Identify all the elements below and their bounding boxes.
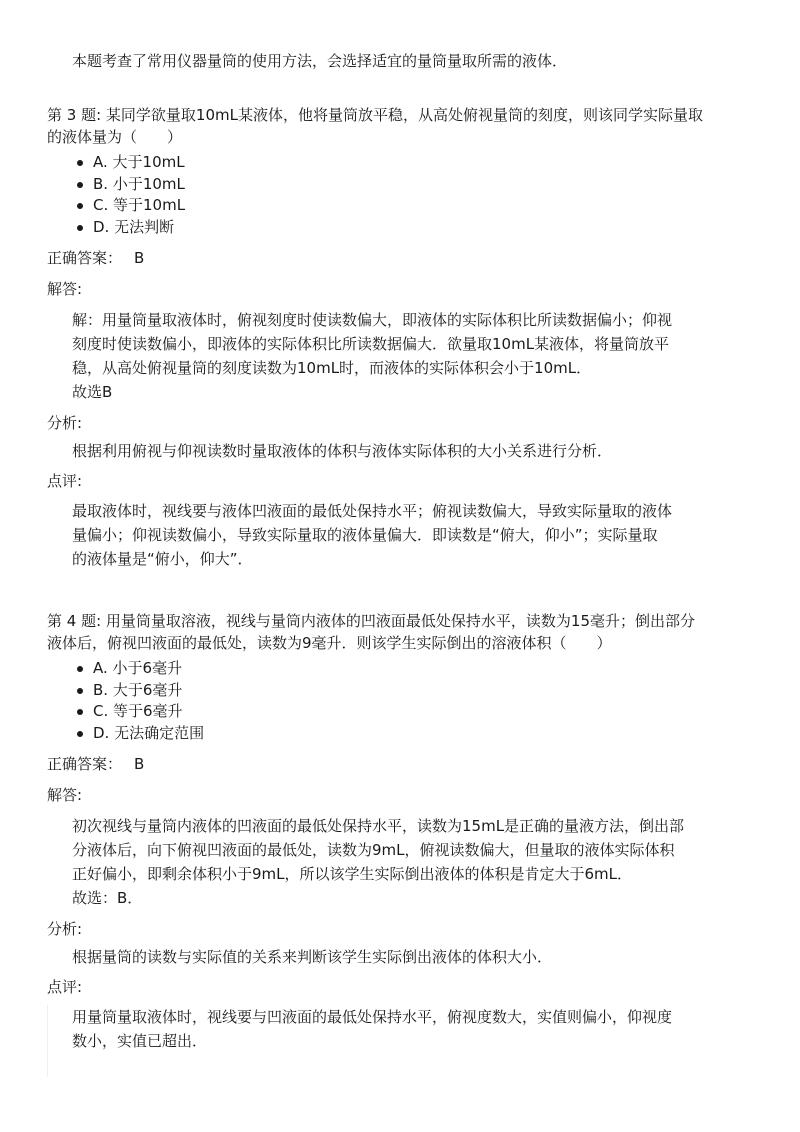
comment-body: 用量筒量取液体时，视线要与凹液面的最低处保持水平，俯视度数大，实值则偏小，仰视度 数小，实值已超出．: [47, 1005, 752, 1077]
solution-body: 解：用量筒量取液体时，俯视刻度时使读数偏大，即液体的实际体积比所读数据偏小；仰视 刻度时使读数偏小，即液体的实际体积比所读数据偏大．欲量取10mL某液体，将量筒放平 稳，从高处俯视量筒的刻度读数为10mL时，而液体的实际体积会小于10mL． 故选B: [72, 311, 673, 401]
options-list: [47, 658, 752, 744]
question-3: [47, 104, 752, 571]
option-d: D. 无法判断: [77, 217, 752, 239]
option-a: A. 小于6毫升: [77, 658, 752, 680]
option-c: C. 等于10mL: [77, 195, 752, 217]
answer-value: B: [134, 249, 145, 267]
answer-label: 正确答案：: [47, 249, 123, 267]
option-d: D. 无法确定范围: [77, 723, 752, 745]
correct-answer: [47, 247, 752, 269]
question-4: [47, 610, 752, 1077]
analysis-label: 分析:: [47, 920, 83, 938]
answer-label: 正确答案：: [47, 755, 123, 773]
comment-label: 点评:: [47, 472, 83, 490]
analysis-body: 根据量筒的读数与实际值的关系来判断该学生实际倒出液体的体积大小．: [72, 948, 553, 966]
analysis-body: 根据利用俯视与仰视读数时量取液体的体积与液体实际体积的大小关系进行分析．: [72, 442, 613, 460]
intro-text: 本题考查了常用仪器量筒的使用方法，会选择适宜的量筒量取所需的液体．: [72, 52, 568, 70]
solution-label: 解答:: [47, 280, 83, 298]
option-c: C. 等于6毫升: [77, 701, 752, 723]
option-b: B. 大于6毫升: [77, 680, 752, 702]
comment-label: 点评:: [47, 978, 83, 996]
question-title: 第 4 题: 用量筒量取溶液，视线与量筒内液体的凹液面最低处保持水平，读数为15毫升；倒出部分 液体后，俯视凹液面的最低处，读数为9毫升．则该学生实际倒出的溶液体积（ ）: [47, 612, 695, 652]
option-a: A. 大于10mL: [77, 152, 752, 174]
answer-value: B: [134, 755, 145, 773]
comment-spacer: [72, 1053, 752, 1077]
comment-body: 最取液体时，视线要与液体凹液面的最低处保持水平；俯视读数偏大，导致实际量取的液体 量偏小；仰视读数偏小，导致实际量取的液体量偏大．即读数是“俯大，仰小”；实际量取 的液体量是“俯小，仰大”．: [72, 502, 673, 568]
analysis-label: 分析:: [47, 414, 83, 432]
option-b: B. 小于10mL: [77, 174, 752, 196]
solution-body: 初次视线与量筒内液体的凹液面的最低处保持水平，读数为15mL是正确的量液方法，倒出部 分液体后，向下俯视凹液面的最低处，读数为9mL，俯视读数偏大，但量取的液体实际体积 正好偏小，即剩余体积小于9mL，所以该学生实际倒出液体的体积是肯定大于6mL． 故选：B．: [72, 817, 685, 907]
correct-answer: [47, 753, 752, 775]
question-title: 第 3 题: 某同学欲量取10mL某液体，他将量筒放平稳，从高处俯视量筒的刻度，则该同学实际量取 的液体量为（ ）: [47, 106, 703, 146]
options-list: [47, 152, 752, 238]
solution-label: 解答:: [47, 786, 83, 804]
